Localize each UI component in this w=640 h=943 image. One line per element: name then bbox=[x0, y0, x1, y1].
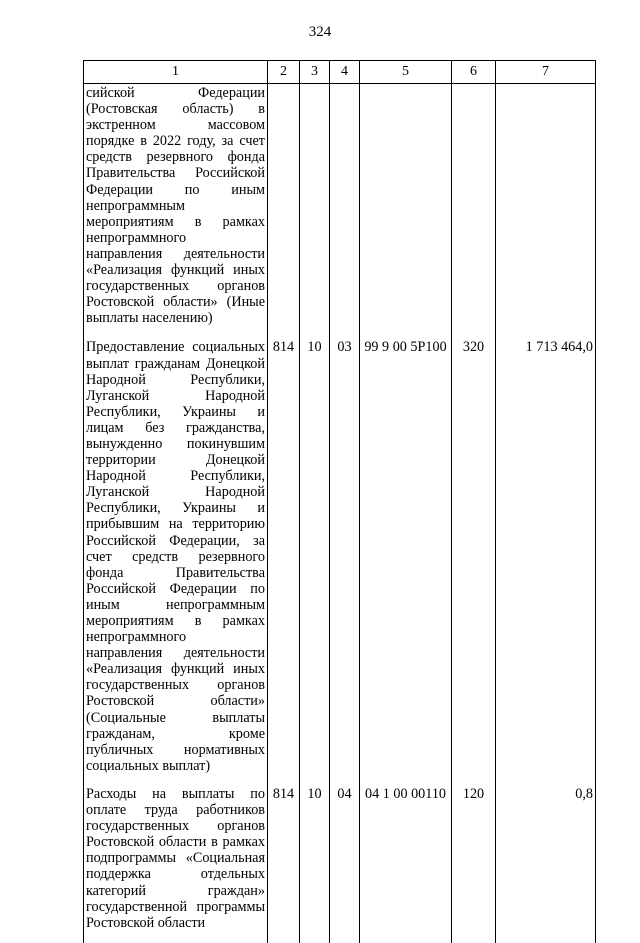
section-code bbox=[300, 84, 330, 340]
target-article-code: 99 9 00 5Р100 bbox=[360, 339, 452, 786]
table-header-row bbox=[84, 61, 596, 84]
column-header: 5 bbox=[360, 61, 452, 84]
amount: 1 713 464,0 bbox=[496, 339, 596, 786]
subsection-code bbox=[330, 84, 360, 340]
table-row bbox=[84, 339, 596, 786]
expense-type-code: 320 bbox=[452, 339, 496, 786]
expense-type-code: 120 bbox=[452, 786, 496, 943]
column-header: 2 bbox=[268, 61, 300, 84]
column-header: 3 bbox=[300, 61, 330, 84]
row-description: сийской Федерации (Ростовская область) в экстренном массовом порядке в 2022 году, за счет средств резервного фонда Правительства Российской Федерации по иным непрограммным мероприятиям в рамках непрограммного направления деятельности «Реализация функций иных государственных органов Ростовской области» (Иные выплаты населению) bbox=[84, 84, 268, 340]
column-header: 7 bbox=[496, 61, 596, 84]
page-number: 324 bbox=[308, 24, 332, 40]
section-code: 10 bbox=[300, 339, 330, 786]
target-article-code bbox=[360, 84, 452, 340]
expense-type-code bbox=[452, 84, 496, 340]
budget-table bbox=[83, 60, 596, 943]
ministry-code bbox=[268, 84, 300, 340]
column-header: 6 bbox=[452, 61, 496, 84]
target-article-code: 04 1 00 00110 bbox=[360, 786, 452, 943]
section-code: 10 bbox=[300, 786, 330, 943]
amount: 0,8 bbox=[496, 786, 596, 943]
table-row bbox=[84, 84, 596, 340]
ministry-code: 814 bbox=[268, 786, 300, 943]
row-description: Предоставление социальных выплат гражданам Донецкой Народной Республики, Луганской Народной Республики, Украины и лицам без гражданства, вынужденно покинувшим территории Донецкой Народной Республики, Луганской Народной Республики, Украины и прибывшим на территорию Российской Федерации, за счет средств резервного фонда Правительства Российской Федерации по иным непрограммным мероприятиям в рамках непрограммного направления деятельности «Реализация функций иных государственных органов Ростовской области» (Социальные выплаты гражданам, кроме публичных нормативных социальных выплат) bbox=[84, 339, 268, 786]
ministry-code: 814 bbox=[268, 339, 300, 786]
subsection-code: 03 bbox=[330, 339, 360, 786]
subsection-code: 04 bbox=[330, 786, 360, 943]
column-header: 1 bbox=[84, 61, 268, 84]
row-description: Расходы на выплаты по оплате труда работников государственных органов Ростовской области в рамках подпрограммы «Социальная поддержка отдельных категорий граждан» государственной программы Ростовской области bbox=[84, 786, 268, 943]
amount bbox=[496, 84, 596, 340]
column-header: 4 bbox=[330, 61, 360, 84]
table-row bbox=[84, 786, 596, 943]
